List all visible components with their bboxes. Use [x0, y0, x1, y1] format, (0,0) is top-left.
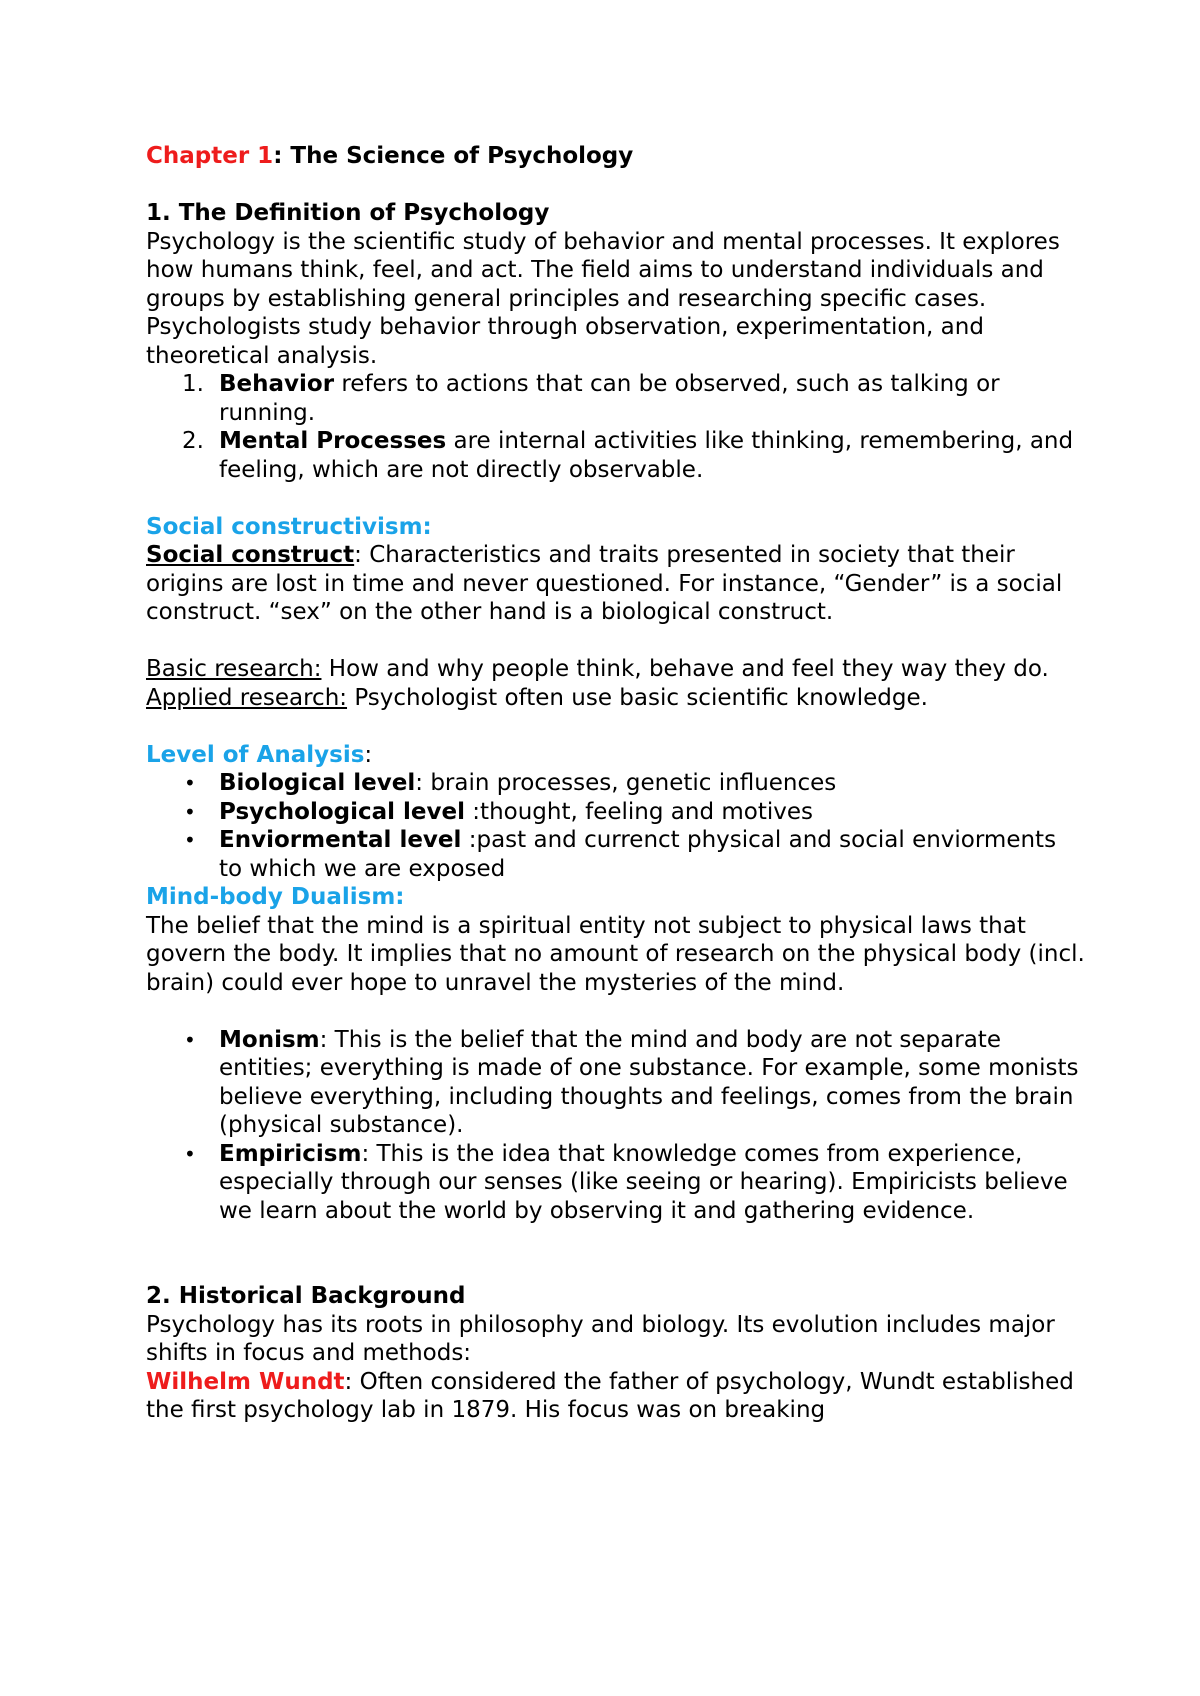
levels-heading-text: Level of Analysis — [146, 741, 365, 768]
list-text: :thought, feeling and motives — [464, 798, 813, 825]
document-page — [146, 142, 1086, 1425]
section1-paragraph: Psychology is the scientific study of behavior and mental processes. It explores how humans think, feel, and act. The field aims to understand individuals and groups by establishing general principles and researching specific cases. Psychologists study behavior through observation, experimentation, and theoretical analysis. — [146, 228, 1060, 369]
basic-research-label: Basic research: — [146, 656, 322, 682]
list-term: Biological level — [219, 770, 416, 796]
list-marker: 2. — [182, 428, 204, 454]
applied-research — [146, 684, 1086, 713]
list-term: Mental Processes — [219, 428, 447, 454]
bullet-icon: • — [184, 1141, 196, 1166]
spacer — [146, 484, 1086, 513]
list-text: : This is the idea that knowledge comes from experience, especially through our senses (like seeing or hearing). Empiricists believe we learn about the world by observing it and gathering evidence. — [219, 1140, 1068, 1224]
levels-heading-suffix: : — [364, 741, 373, 768]
section1-list — [146, 370, 1086, 484]
bullet-icon: • — [184, 828, 196, 852]
basic-research — [146, 655, 1086, 684]
bullet-icon: • — [184, 799, 196, 824]
list-item — [146, 798, 1086, 827]
list-item — [146, 427, 1086, 484]
dualism-list — [146, 1026, 1086, 1226]
spacer — [146, 1225, 1086, 1282]
social-heading: Social constructivism: — [146, 513, 432, 540]
chapter-separator: : — [273, 143, 283, 169]
dualism-heading: Mind-body Dualism: — [146, 884, 405, 910]
spacer — [146, 997, 1086, 1026]
applied-research-label: Applied research: — [146, 684, 348, 711]
social-paragraph — [146, 541, 1086, 627]
list-item — [146, 1140, 1086, 1226]
social-text: : Characteristics and traits presented in society that their origins are lost in time and never questioned. For instance, “Gender” is a social construct. “sex” on the other hand is a biological construct. — [146, 542, 1063, 625]
section2-heading: 2. Historical Background — [146, 1283, 466, 1309]
wundt-name: Wilhelm Wundt — [146, 1368, 345, 1395]
list-marker: 1. — [182, 371, 204, 397]
list-item — [146, 1026, 1086, 1140]
list-term: Psychological level — [219, 798, 465, 825]
list-term: Enviormental level — [219, 827, 462, 853]
chapter-label: Chapter 1 — [146, 143, 274, 169]
levels-list — [146, 769, 1086, 883]
list-item — [146, 826, 1086, 883]
list-term: Behavior — [219, 371, 335, 397]
wundt-text: : Often considered the father of psychology, Wundt established the first psychology lab in 1879. His focus was on breaking — [146, 1368, 1074, 1423]
list-item — [146, 769, 1086, 798]
social-term: Social construct — [146, 542, 355, 568]
list-item — [146, 370, 1086, 427]
chapter-title-text: The Science of Psychology — [282, 143, 634, 169]
spacer — [146, 627, 1086, 656]
basic-research-text: How and why people think, behave and feel they way they do. — [321, 656, 1049, 682]
spacer — [146, 171, 1086, 200]
bullet-icon: • — [184, 771, 196, 795]
section2-paragraph: Psychology has its roots in philosophy and biology. Its evolution includes major shifts in focus and methods: — [146, 1311, 1055, 1366]
dualism-paragraph: The belief that the mind is a spiritual entity not subject to physical laws that govern the body. It implies that no amount of research on the physical body (incl. brain) could ever hope to unravel the mysteries of the mind. — [146, 912, 1085, 996]
list-term: Empiricism — [219, 1140, 362, 1167]
bullet-icon: • — [184, 1027, 196, 1052]
list-text: refers to actions that can be observed, such as talking or running. — [219, 371, 1000, 426]
levels-heading — [146, 741, 1086, 770]
applied-research-text: Psychologist often use basic scientific knowledge. — [347, 684, 928, 711]
list-text: :past and currenct physical and social enviorments to which we are exposed — [219, 827, 1057, 882]
wundt-paragraph — [146, 1368, 1086, 1425]
spacer — [146, 712, 1086, 741]
chapter-title — [146, 142, 1086, 171]
section1-heading: 1. The Definition of Psychology — [146, 200, 550, 226]
list-text: : This is the belief that the mind and body are not separate entities; everything is made of one substance. For example, some monists believe everything, including thoughts and feelings, comes from the brain (physical substance). — [219, 1026, 1079, 1138]
list-text: : brain processes, genetic influences — [415, 770, 837, 796]
list-term: Monism — [219, 1026, 320, 1053]
list-text: are internal activities like thinking, remembering, and feeling, which are not directly observable. — [219, 428, 1074, 483]
